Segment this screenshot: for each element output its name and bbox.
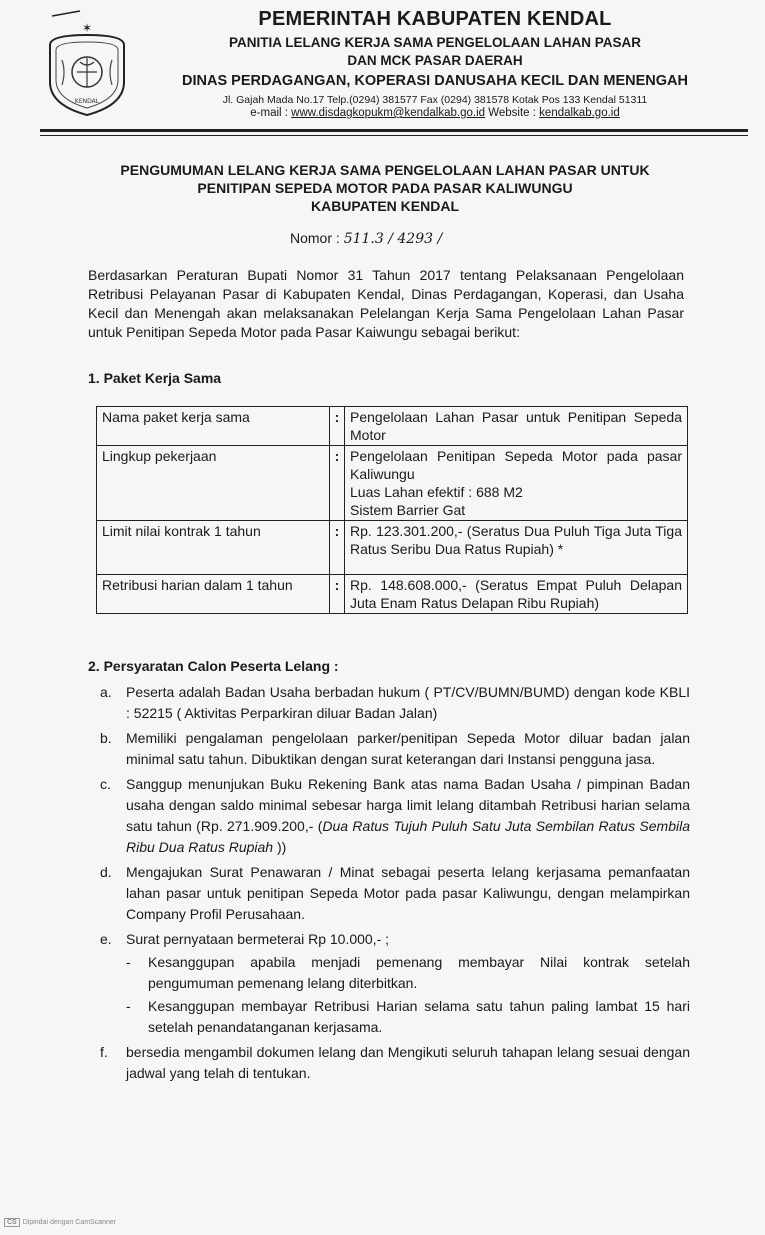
requirements-list: [100, 682, 690, 1088]
document-number: Nomor : 511.3 / 4293 /: [290, 230, 443, 247]
letterhead-divider-thin: [40, 135, 748, 136]
letterhead-contact: e-mail : www.disdagkopukm@kendalkab.go.id Website : kendalkab.go.id: [250, 107, 620, 119]
table-row: Limit nilai kontrak 1 tahun : Rp. 123.301.200,- (Seratus Dua Puluh Tiga Juta Tiga Ratus Seribu Dua Ratus Rupiah) *: [97, 521, 688, 575]
package-table: [96, 406, 688, 614]
letterhead-committee: PANITIA LELANG KERJA SAMA PENGELOLAAN LAHAN PASAR: [228, 35, 641, 50]
kendal-regency-emblem-icon: [40, 10, 135, 120]
svg-text:KENDAL: KENDAL: [74, 98, 100, 105]
table-row: Lingkup pekerjaan : Pengelolaan Penitipan Sepeda Motor pada pasar Kaliwungu Luas Lahan efektif : 688 M2 Sistem Barrier Gat: [97, 446, 688, 521]
sub-list-item: - Kesanggupan apabila menjadi pemenang membayar Nilai kontrak setelah pengumuman pemenang lelang diterbitkan.: [126, 954, 690, 991]
section-1-heading: 1. Paket Kerja Sama: [88, 370, 222, 386]
list-item: f. bersedia mengambil dokumen lelang dan Mengikuti seluruh tahapan lelang sesuai dengan jadwal yang telah di tentukan.: [100, 1044, 690, 1081]
intro-paragraph: Berdasarkan Peraturan Bupati Nomor 31 Tahun 2017 tentang Pelaksanaan Pengelolaan Retribusi Pelayanan Pasar di Kabupaten Kendal, Dinas Perdagangan, Koperasi, dan Usaha Kecil dan Menengah akan melaksanakan Pelelangan Kerja Sama Pengelolaan Lahan Pasar untuk Penitipan Sepeda Motor pada Pasar Kaiwungu sebagai berikut:: [88, 267, 684, 340]
list-item: e. Surat pernyataan bermeterai Rp 10.000,- ; - Kesanggupan apabila menjadi pemenang membayar Nilai kontrak setelah pengumuman pemenang lelang diterbitkan. - Kesanggupan membayar Retribusi Harian selama satu tahun paling lambat 15 hari setelah penandatanganan kerjasama.: [100, 929, 690, 1038]
svg-text:✶: ✶: [82, 21, 93, 35]
camscanner-icon: CS: [4, 1218, 20, 1227]
sub-list-item: - Kesanggupan membayar Retribusi Harian selama satu tahun paling lambat 15 hari setelah penandatanganan kerjasama.: [126, 998, 690, 1035]
handwritten-number: 511.3 / 4293 /: [343, 231, 443, 247]
section-2-heading: 2. Persyaratan Calon Peserta Lelang :: [88, 658, 339, 674]
table-row: Retribusi harian dalam 1 tahun : Rp. 148.608.000,- (Seratus Empat Puluh Delapan Juta Enam Ratus Delapan Ribu Rupiah): [97, 575, 688, 614]
list-item: d. Mengajukan Surat Penawaran / Minat sebagai peserta lelang kerjasama pemanfaatan lahan pasar untuk penitipan Sepeda Motor pada pasar Kaliwungu, dengan melampirkan Company Profil Perusahaan.: [100, 864, 690, 922]
list-item: b. Memiliki pengalaman pengelolaan parker/penitipan Sepeda Motor diluar badan jalan minimal satu tahun. Dibuktikan dengan surat keterangan dari Instansi pengguna jasa.: [100, 730, 690, 767]
list-item: a. Peserta adalah Badan Usaha berbadan hukum ( PT/CV/BUMN/BUMD) dengan kode KBLI : 52215 ( Aktivitas Perparkiran diluar Badan Jalan): [100, 684, 690, 721]
letterhead-government: PEMERINTAH KABUPATEN KENDAL: [258, 8, 612, 30]
table-row: Nama paket kerja sama : Pengelolaan Lahan Pasar untuk Penitipan Sepeda Motor: [97, 407, 688, 446]
announcement-title-line1: PENGUMUMAN LELANG KERJA SAMA PENGELOLAAN LAHAN PASAR UNTUK: [120, 162, 650, 178]
letterhead-divider-thick: [40, 129, 748, 132]
email-link[interactable]: www.disdagkopukm@kendalkab.go.id: [291, 107, 486, 119]
announcement-title-line2: PENITIPAN SEPEDA MOTOR PADA PASAR KALIWUNGU: [197, 180, 573, 196]
list-item: c. Sanggup menunjukan Buku Rekening Bank atas nama Badan Usaha / pimpinan Badan usaha dengan saldo minimal sebesar harga limit lelang ditambah Retribusi harian selama satu tahun (Rp. 271.909.200,- (Dua Ratus Tujuh Puluh Satu Juta Sembilan Ratus Sembila Ribu Dua Ratus Rupiah )): [100, 776, 690, 855]
letterhead-committee-2: DAN MCK PASAR DAERAH: [347, 53, 523, 68]
website-link[interactable]: kendalkab.go.id: [539, 107, 620, 119]
letterhead-agency: DINAS PERDAGANGAN, KOPERASI DANUSAHA KECIL DAN MENENGAH: [182, 73, 688, 89]
announcement-title-line3: KABUPATEN KENDAL: [310, 198, 460, 214]
scanner-watermark: CS Dipindai dengan CamScanner: [4, 1218, 116, 1227]
letterhead-address: Jl. Gajah Mada No.17 Telp.(0294) 381577 Fax (0294) 381578 Kotak Pos 133 Kendal 51311: [222, 94, 648, 106]
